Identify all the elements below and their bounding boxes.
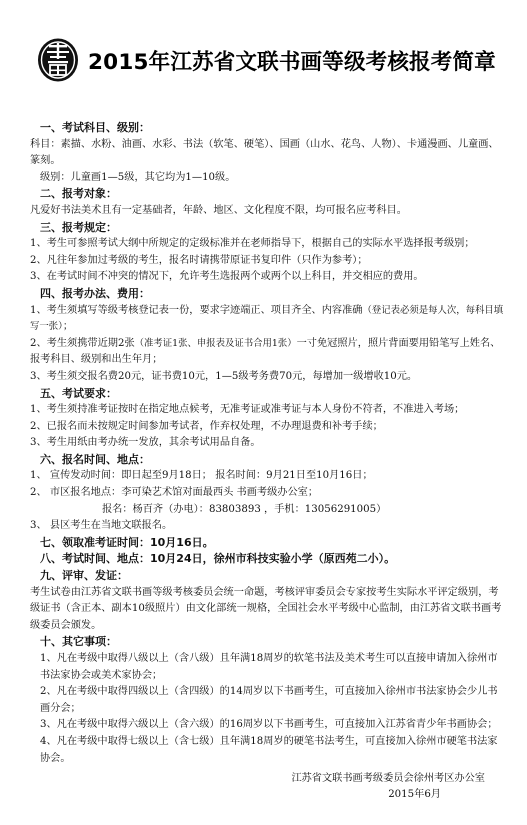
registration-contact: 报名：杨百齐（办电）：83803893 ，手机：13056291005） [102,503,387,515]
section-heading-exam-time-place: 八、考试时间、地点：10月24日，徐州市科技实验小学（原西苑二小）。 [40,552,396,566]
registration-item-2: 2、 市区报名地点：李可染艺术馆对面最西头 书画考级办公室； [30,487,319,499]
section-heading-eligibility: 二、报考对象： [40,187,117,201]
levels-text: 级别：儿童画1—5级，其它均为1—10级。 [40,171,236,183]
rule-item: 1、考生可参照考试大纲中所规定的定级标准并在老师指导下，根据自己的实际水平选择报考级别； [30,238,475,250]
section-heading-evaluation: 九、评审、发证： [40,569,128,583]
method-item-3: 3、考生须交报名费20元，证书费10元，1—5级考务费70元，每增加一级增收10元。 [30,370,418,382]
registration-item-3: 3、 县区考生在当地文联报名。 [30,520,173,532]
method-item-2 [30,336,505,369]
eligibility-text: 凡爱好书法美术且有一定基础者，年龄、地区、文化程度不限，均可报名应考科目。 [30,204,407,216]
method-item-1-end: ； [62,321,73,333]
requirement-item: 2、已报名而未按规定时间参加考试者，作弃权处理，不办理退费和补考手续； [30,420,383,432]
header [30,0,505,120]
calligraphy-seal-logo [36,37,80,83]
method-item-2-note: （准考证1张、申报表及证书合用1张） [134,337,297,349]
section-heading-exam-requirements: 五、考试要求： [40,386,117,400]
section-heading-method-fees: 四、报考办法、费用： [40,286,150,300]
signature-date: 2015年6月 [388,789,441,801]
section-heading-registration: 六、报名时间、地点： [40,452,150,466]
method-item-2-end: 一寸免冠照片，照片背面要用铅笔写上姓名、报考科目、级别和出生年月； [30,337,501,366]
requirement-item: 3、考生用纸由考办统一发放，其余考试用品自备。 [30,437,261,449]
section-heading-admission-ticket: 七、领取准考证时间：10月16日。 [40,535,214,549]
method-item-1-text: 1、考生须填写等级考核登记表一份，要求字迹端正、项目齐全、内容准确 [30,304,363,316]
signature-block [30,771,505,803]
section-heading-other: 十、其它事项： [40,635,117,649]
evaluation-text: 考生试卷由江苏省文联书画等级考核委员会统一命题，考核评审委员会专家按考生实际水平评定级别，考级证书（含正本、副本10级照片）由文化部统一规格，全国社会水平考级中心监制，由江苏省文联书画考级委员会颁发。 [30,586,502,631]
other-item: 1、凡在考级中取得八级以上（含八级）且年满18周岁的软笔书法及美术考生可以直接申请加入徐州市书法家协会或美术家协会； [40,653,498,681]
section-heading-rules: 三、报考规定： [40,220,117,234]
method-item-1-note: （登记表必须是每人次，每科目填写一张） [30,304,504,333]
subjects-text: 科目：素描、水粉、油画、水彩、书法（软笔、硬笔）、国画（山水、花鸟、人物）、卡通漫画、儿童画、篆刻。 [30,138,499,167]
method-item-1 [30,303,505,336]
method-item-2-text: 2、考生须携带近期2张 [30,337,135,349]
requirement-item: 1、考生须持准考证按时在指定地点候考，无准考证或准考证与本人身份不符者，不准进入考场； [30,404,465,416]
rule-item: 3、在考试时间不冲突的情况下，允许考生选报两个或两个以上科目，并交相应的费用。 [30,271,424,283]
page-title: 2015年江苏省文联书画等级考核报考简章 [88,49,496,75]
section-heading-subjects: 一、考试科目、级别： [40,121,150,134]
other-item: 2、凡在考级中取得四级以上（含四级）的14周岁以下书画考生，可直接加入徐州市书法家协会少儿书画分会； [40,686,498,714]
signature-org: 江苏省文联书画考级委员会徐州考区办公室 [291,773,485,785]
rule-item: 2、凡往年参加过考级的考生，报名时请携带原证书复印件（只作为参考）； [30,254,368,266]
registration-item-1: 1、 宣传发动时间：即日起至9月18日； 报名时间：9月21日至10月16日； [30,470,373,482]
document-body [30,120,505,803]
other-item: 4、凡在考级中取得七级以上（含七级）且年满18周岁的硬笔书法考生，可直接加入徐州市硬笔书法家协会。 [40,735,498,764]
other-item: 3、凡在考级中取得六级以上（含六级）的16周岁以下书画考生，可直接加入江苏省青少年书画协会； [40,719,498,731]
